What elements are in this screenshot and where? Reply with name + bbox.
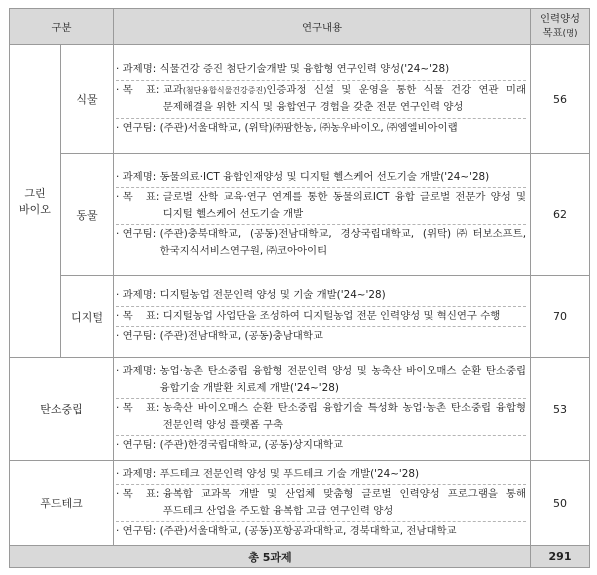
digital-goal: 디지털농업 사업단을 조성하여 디지털농업 전문 인력양성 및 혁신연구 수행 [162,309,501,322]
animal-team: (주관)충북대학교, (공동)전남대학교, 경상국립대학교, (위탁)㈜터보소프트, 한국지식서비스연구원, ㈜코아아이티 [159,228,527,257]
header-target-unit: (명) [562,29,578,39]
target-carbon: 53 [531,358,590,461]
digital-title-line: · 과제명: 디지털농업 전문인력 양성 및 기술 개발('24~'28) [116,286,526,307]
foodtech-team-line: · 연구팀: (주관)서울대학교, (공동)포항공과대학교, 경북대학교, 전남대학교 [116,522,526,542]
content-foodtech [114,461,531,546]
subcategory-animal: 동물 [61,154,114,276]
table-row-animal [10,154,590,276]
foodtech-team: (주관)서울대학교, (공동)포항공과대학교, 경북대학교, 전남대학교 [159,525,457,537]
target-digital: 70 [531,276,590,358]
content-plant [114,45,531,154]
subcategory-plant: 식물 [61,45,114,154]
digital-title: 디지털농업 전문인력 양성 및 기술 개발('24~'28) [159,289,386,302]
digital-goal-label: 목 표: [122,309,160,322]
plant-title-label: 과제명: [122,63,157,75]
carbon-team-line: · 연구팀: (주관)한경국립대학교, (공동)상지대학교 [116,436,526,456]
foodtech-title-label: 과제명: [122,467,157,480]
header-category: 구분 [10,9,114,45]
animal-title-line: · 과제명: 동물의료·ICT 융합인재양성 및 디지털 헬스케어 선도기술 개발('24~'28) [116,168,526,189]
plant-team: (주관)서울대학교, (위탁)㈜팜한농, ㈜농우바이오, ㈜엠엘비아이랩 [159,121,458,134]
content-carbon [114,358,531,461]
foodtech-team-label: 연구팀: [122,525,157,537]
animal-title-label: 과제명: [122,170,157,183]
plant-team-label: 연구팀: [122,121,157,134]
content-digital [114,276,531,358]
carbon-goal-label: 목 표: [122,402,160,415]
table-row-digital [10,276,590,358]
total-value: 291 [531,546,590,568]
header-content: 연구내용 [114,9,531,45]
content-animal [114,154,531,276]
digital-goal-line: · 목 표: 디지털농업 사업단을 조성하여 디지털농업 전문 인력양성 및 혁신연구 수행 [116,307,526,328]
table-row-carbon [10,358,590,461]
foodtech-title-line: · 과제명: 푸드테크 전문인력 양성 및 푸드테크 기술 개발('24~'28) [116,465,526,486]
foodtech-title: 푸드테크 전문인력 양성 및 푸드테크 기술 개발('24~'28) [159,467,420,480]
carbon-goal-line: · 목 표: 농축산 바이오매스 순환 탄소중립 융합기술 특성화 농업·농촌 탄소중립 융합형 전문인력 양성 플랫폼 구축 [116,399,526,436]
animal-team-line: · 연구팀: (주관)충북대학교, (공동)전남대학교, 경상국립대학교, (위탁)㈜터보소프트, 한국지식서비스연구원, ㈜코아아이티 [116,225,526,261]
plant-goal: 교과(첨단융합식물건강증진)인증과정 신설 및 운영을 통한 식물 건강 연관 미래 문제해결을 위한 지식 및 융합연구 경험을 갖춘 전문 연구인력 양성 [162,83,527,113]
target-plant: 56 [531,45,590,154]
digital-team-line: · 연구팀: (주관)전남대학교, (공동)충남대학교 [116,327,526,347]
foodtech-goal-label: 목 표: [122,488,160,500]
header-target-line2: 목표 [542,27,563,39]
carbon-title-label: 과제명: [122,365,157,378]
plant-title-line: · 과제명: 식물건강 증진 첨단기술개발 및 융합형 연구인력 양성('24~'28) [116,60,526,81]
plant-title: 식물건강 증진 첨단기술개발 및 융합형 연구인력 양성('24~'28) [159,63,450,75]
foodtech-goal: 융복합 교과목 개발 및 산업체 맞춤형 글로벌 인력양성 프로그램을 통해 푸드테크 산업을 주도할 융복합 고급 연구인력 양성 [162,488,527,517]
foodtech-goal-line: · 목 표: 융복합 교과목 개발 및 산업체 맞춤형 글로벌 인력양성 프로그램을 통해 푸드테크 산업을 주도할 융복합 고급 연구인력 양성 [116,485,526,522]
green-bio-line2: 바이오 [19,203,51,216]
carbon-team-label: 연구팀: [122,439,157,452]
carbon-goal: 농축산 바이오매스 순환 탄소중립 융합기술 특성화 농업·농촌 탄소중립 융합형 전문인력 양성 플랫폼 구축 [162,402,527,431]
total-label: 총 5과제 [10,546,531,568]
digital-team: (주관)전남대학교, (공동)충남대학교 [159,330,323,343]
header-target-line1: 인력양성 [539,13,581,25]
target-foodtech: 50 [531,461,590,546]
target-animal: 62 [531,154,590,276]
total-row [10,546,590,568]
carbon-team: (주관)한경국립대학교, (공동)상지대학교 [159,439,343,452]
category-green-bio [10,45,61,358]
plant-goal-label: 목 표: [122,83,160,96]
animal-goal-label: 목 표: [122,191,160,204]
header-target [531,9,590,45]
table-row-foodtech [10,461,590,546]
digital-team-label: 연구팀: [122,330,157,343]
animal-goal: 글로벌 산학 교육·연구 연계를 통한 동물의료ICT 융합 글로벌 전문가 양성 및 디지털 헬스케어 선도기술 개발 [162,191,527,220]
category-carbon: 탄소중립 [10,358,114,461]
plant-team-line: · 연구팀: (주관)서울대학교, (위탁)㈜팜한농, ㈜농우바이오, ㈜엠엘비아이랩 [116,119,526,139]
plant-goal-line: · 목 표: 교과(첨단융합식물건강증진)인증과정 신설 및 운영을 통한 식물 건강 연관 미래 문제해결을 위한 지식 및 융합연구 경험을 갖춘 전문 연구인력 양성 [116,81,526,119]
header-row [10,9,590,45]
table-row-plant [10,45,590,154]
category-foodtech: 푸드테크 [10,461,114,546]
research-table [9,8,590,568]
animal-team-label: 연구팀: [122,228,157,241]
digital-title-label: 과제명: [122,289,157,302]
green-bio-line1: 그린 [24,187,46,200]
animal-title: 동물의료·ICT 융합인재양성 및 디지털 헬스케어 선도기술 개발('24~'28) [159,170,490,183]
subcategory-digital: 디지털 [61,276,114,358]
animal-goal-line: · 목 표: 글로벌 산학 교육·연구 연계를 통한 동물의료ICT 융합 글로벌 전문가 양성 및 디지털 헬스케어 선도기술 개발 [116,188,526,225]
carbon-title: 농업·농촌 탄소중립 융합형 전문인력 양성 및 농축산 바이오매스 순환 탄소중립 융합기술 개발환 치료제 개발('24~'28) [159,365,527,394]
carbon-title-line: · 과제명: 농업·농촌 탄소중립 융합형 전문인력 양성 및 농축산 바이오매스 순환 탄소중립 융합기술 개발환 치료제 개발('24~'28) [116,362,526,399]
